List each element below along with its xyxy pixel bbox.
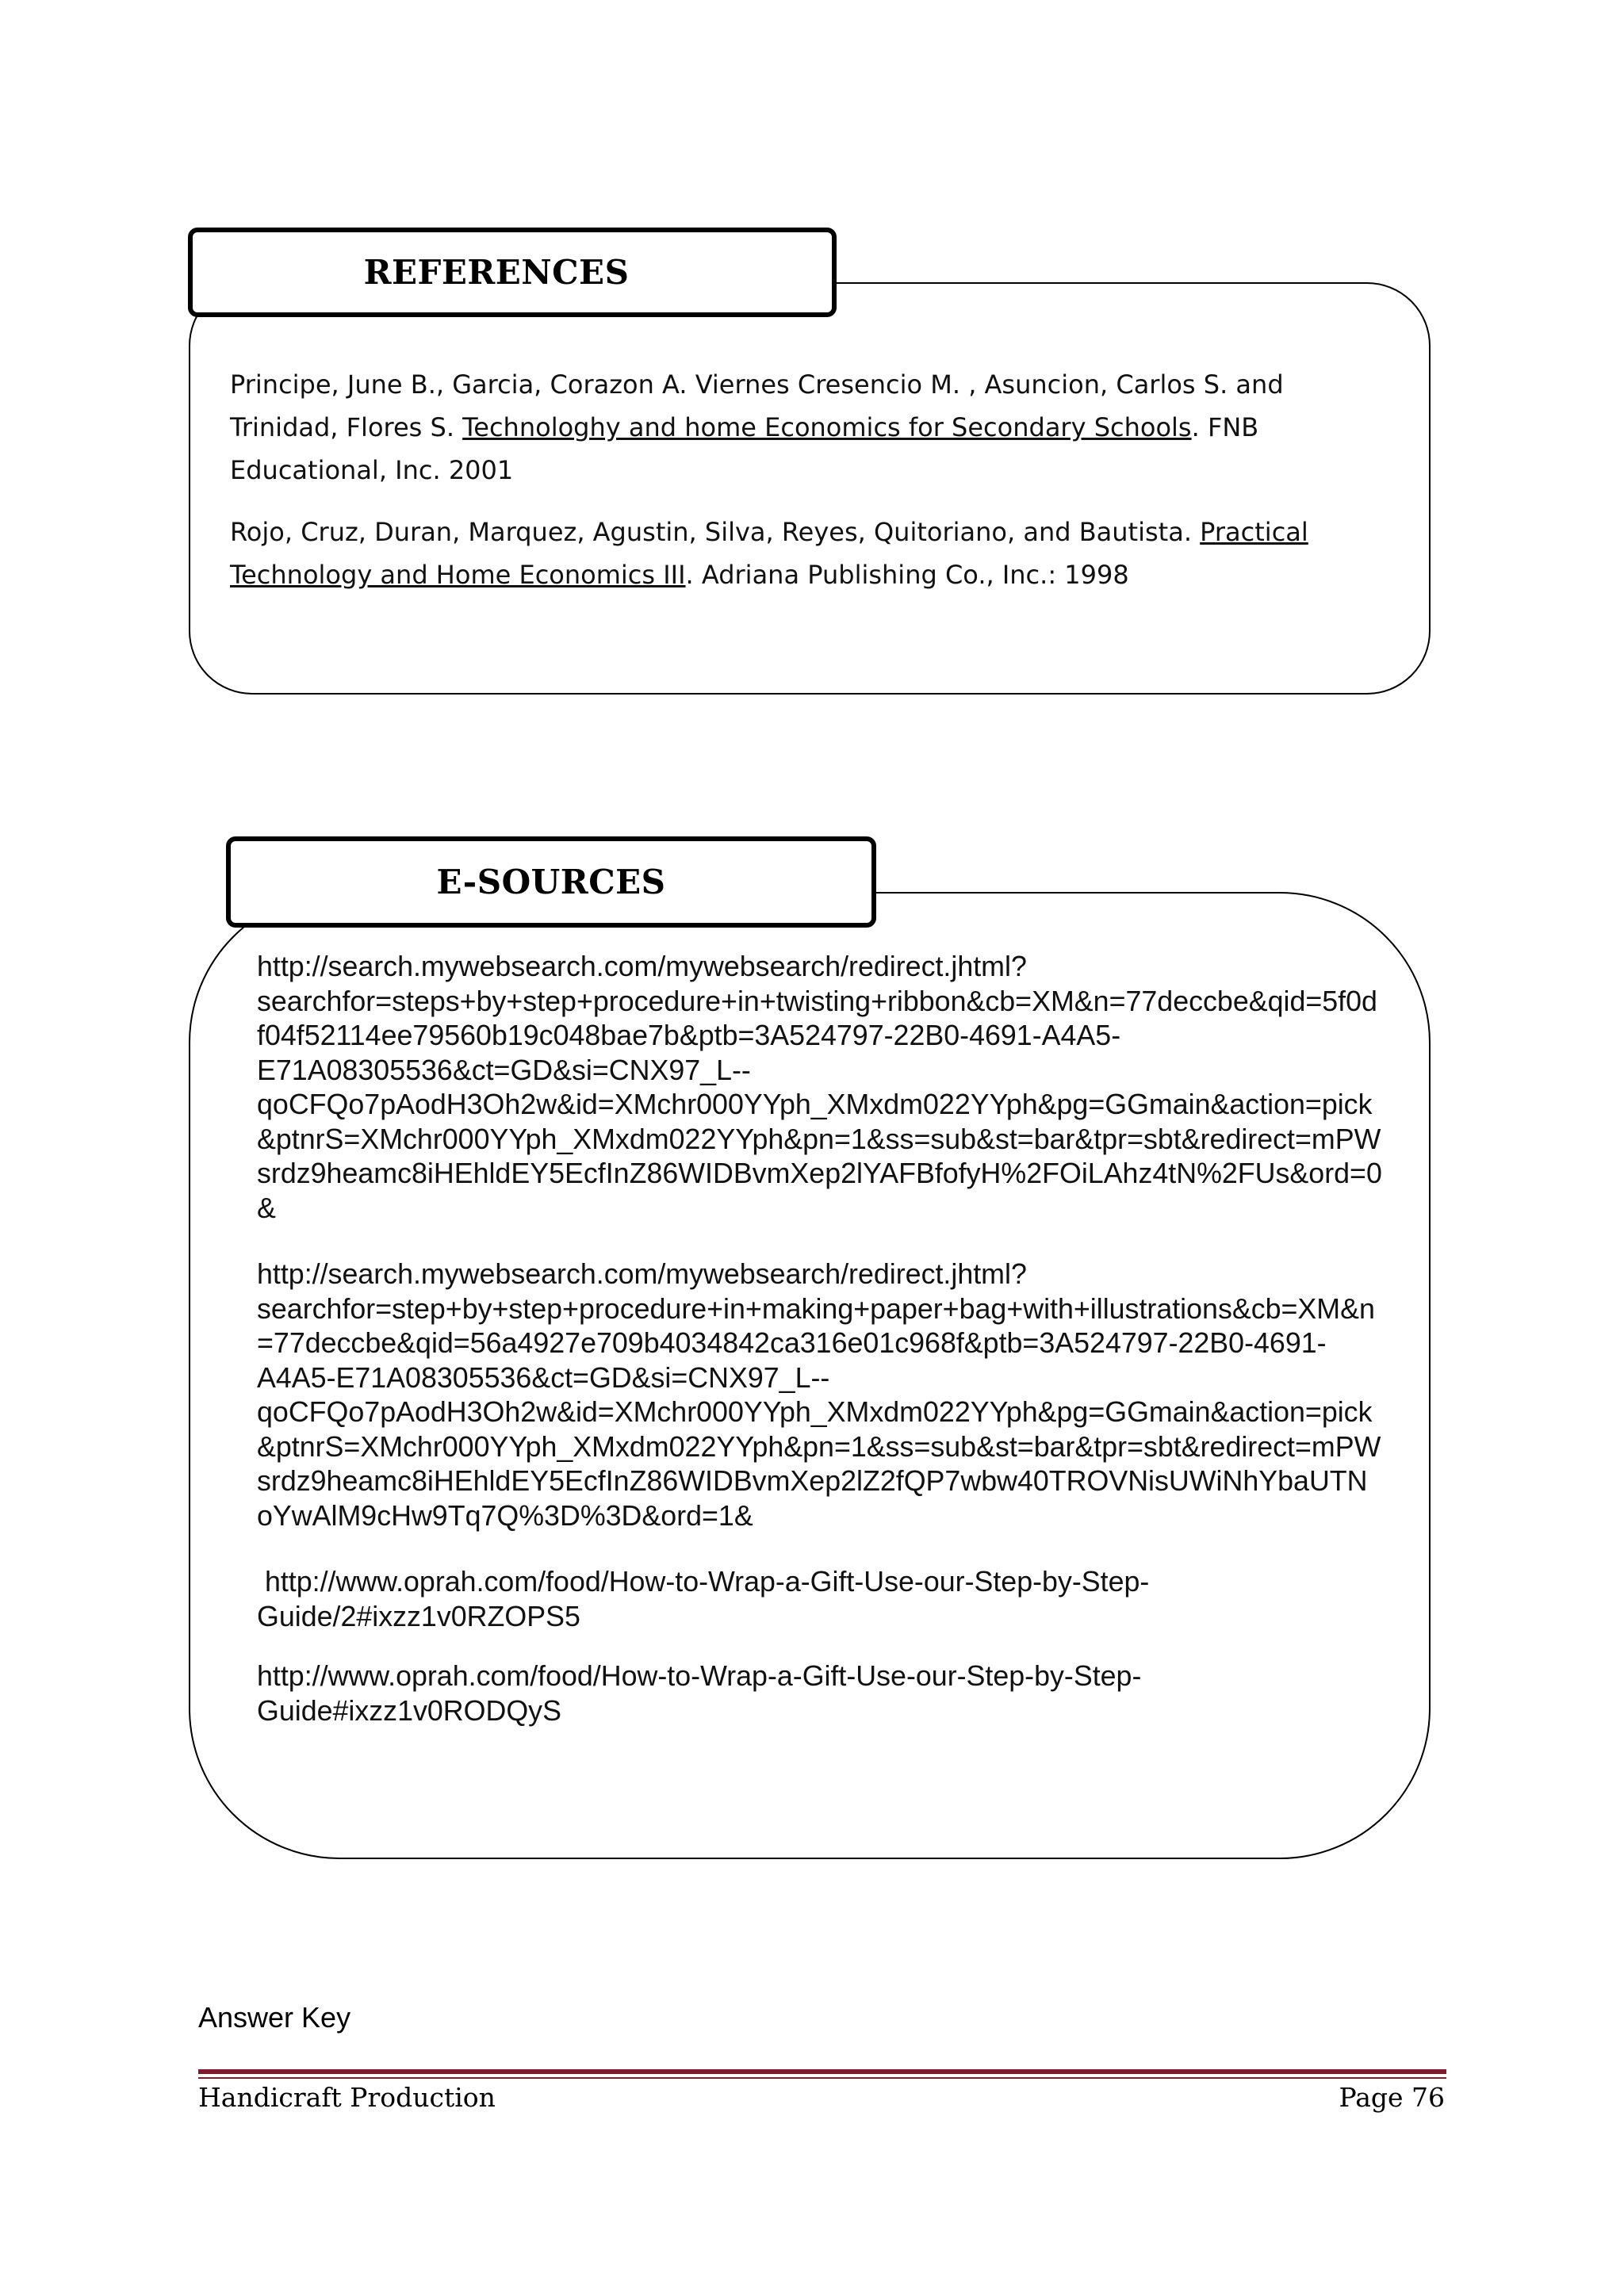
footer-divider <box>198 2069 1446 2074</box>
esource-link[interactable]: http://www.oprah.com/food/How-to-Wrap-a-Gift-Use-our-Step-by-Step-Guide#ixzz1v0RODQyS <box>257 1660 1142 1727</box>
reference-entry <box>230 511 1396 596</box>
footer-document-title: Handicraft Production <box>198 2082 496 2113</box>
esource-link[interactable]: http://www.oprah.com/food/How-to-Wrap-a-Gift-Use-our-Step-by-Step-Guide/2#ixzz1v0RZOPS5 <box>257 1566 1150 1632</box>
reference-publisher: . Adriana Publishing Co., Inc.: 1998 <box>685 560 1129 590</box>
reference-title: Technologhy and home Economics for Secondary Schools <box>462 412 1192 442</box>
reference-title: Practical Technology and Home Economics III <box>230 517 1308 590</box>
references-heading: REFERENCES <box>363 253 630 292</box>
answer-key-label: Answer Key <box>198 2001 351 2034</box>
reference-authors: Principe, June B., Garcia, Corazon A. Viernes Cresencio M. , Asuncion, Carlos S. and Trinidad, Flores S. <box>230 369 1284 442</box>
references-list <box>230 363 1396 615</box>
references-heading-tab <box>188 228 837 317</box>
reference-authors: Rojo, Cruz, Duran, Marquez, Agustin, Silva, Reyes, Quitoriano, and Bautista. <box>230 517 1201 547</box>
reference-publisher: . FNB Educational, Inc. 2001 <box>230 412 1259 485</box>
reference-entry <box>230 363 1396 492</box>
esource-link[interactable]: http://search.mywebsearch.com/mywebsearch/redirect.jhtml?searchfor=steps+by+step+procedure+in+twisting+ribbon&cb=XM&n=77deccbe&qid=5f0df04f52114ee79560b19c048bae7b&ptb=3A524797-22B0-4691-A4A5-E71A08305536&ct=GD&si=CNX97_L--qoCFQo7pAodH3Oh2w&id=XMchr000YYph_XMxdm022YYph&pg=GGmain&action=pick&ptnrS=XMchr000YYph_XMxdm022YYph&pn=1&ss=sub&st=bar&tpr=sbt&redirect=mPWsrdz9heamc8iHEhldEY5EcfInZ86WIDBvmXep2lYAFBfofyH%2FOiLAhz4tN%2FUs&ord=0& <box>257 951 1382 1224</box>
esources-heading-tab <box>226 836 876 928</box>
footer-divider-thin <box>198 2077 1446 2079</box>
footer-page-number: Page 76 <box>1339 2082 1445 2113</box>
esource-link[interactable]: http://search.mywebsearch.com/mywebsearch/redirect.jhtml?searchfor=step+by+step+procedure+in+making+paper+bag+with+illustrations&cb=XM&n=77deccbe&qid=56a4927e709b4034842ca316e01c968f&ptb=3A524797-22B0-4691-A4A5-E71A08305536&ct=GD&si=CNX97_L--qoCFQo7pAodH3Oh2w&id=XMchr000YYph_XMxdm022YYph&pg=GGmain&action=pick&ptnrS=XMchr000YYph_XMxdm022YYph&pn=1&ss=sub&st=bar&tpr=sbt&redirect=mPWsrdz9heamc8iHEhldEY5EcfInZ86WIDBvmXep2lZ2fQP7wbw40TROVNisUWiNhYbaUTNoYwAlM9cHw9Tq7Q%3D%3D&ord=1& <box>257 1258 1381 1532</box>
esources-list <box>257 950 1383 1760</box>
esources-heading: E-SOURCES <box>436 863 666 901</box>
